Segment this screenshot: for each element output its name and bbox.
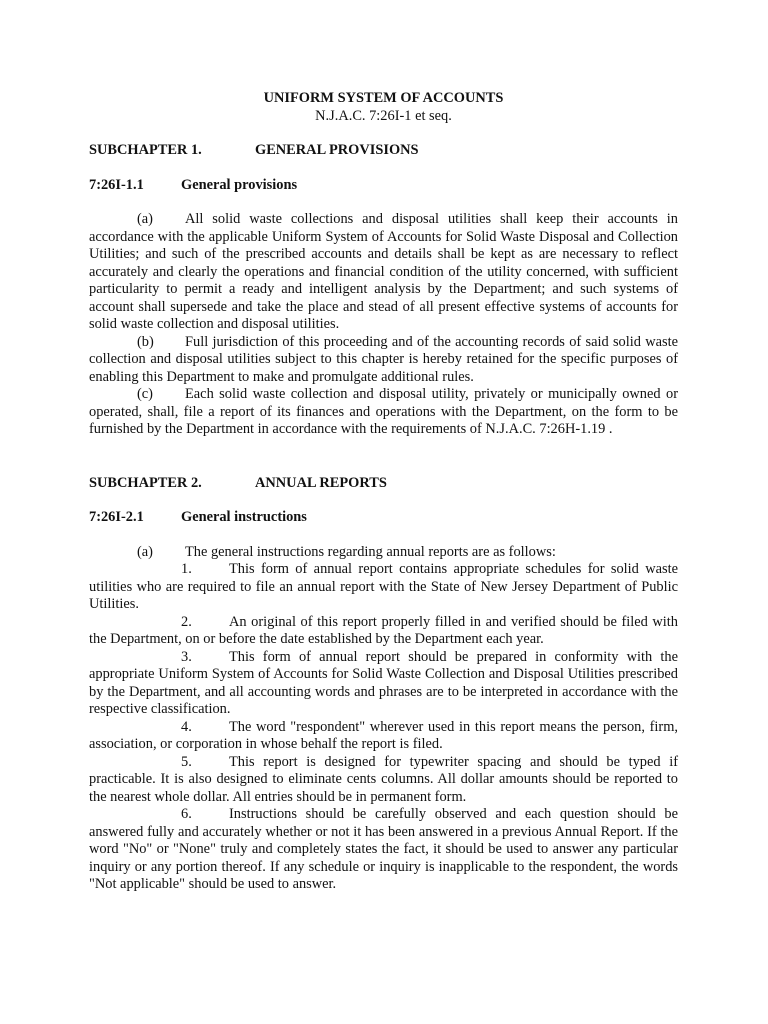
subchapter-1-heading — [89, 142, 678, 160]
section-2-1-heading — [89, 509, 678, 527]
instruction-item — [89, 561, 678, 614]
paragraph-1b-label: (b) — [137, 333, 154, 350]
section-1-1-name: General provisions — [181, 176, 298, 193]
instruction-item-number: 6. — [181, 806, 192, 822]
instruction-item-number: 5. — [181, 753, 192, 770]
instruction-item — [89, 614, 678, 649]
instruction-item-text: Instructions should be carefully observed and each question should be answered fully and accurately whether or not it has been answered in a previous Annual Report. If the word "No" or "None" truly and completely states the fact, it should be used to answer any particular inquiry or any portion thereof. If any schedule or inquiry is inapplicable to the respondent, the words "Not applicable" should be used to answer. — [89, 806, 678, 892]
section-2-1-name: General instructions — [181, 509, 307, 525]
subchapter-2-name: ANNUAL REPORTS — [255, 474, 387, 491]
paragraph-1a-text: All solid waste collections and disposal utilities shall keep their accounts in accordance with the applicable Uniform System of Accounts for Solid Waste Disposal and Collection Utilities; and such of the prescribed accounts and details shall be kept as are necessary to reflect accurately and clearly the operations and financial condition of the utility concerned, with sufficient particularity to permit a ready and intelligent analysis by the Department; and such systems of account shall supersede and take the place and stead of all present effective systems of accounts for solid waste collection and disposal utilities. — [89, 211, 678, 332]
subchapter-1-name: GENERAL PROVISIONS — [255, 142, 419, 158]
document-citation: N.J.A.C. 7:26I-1 et seq. — [315, 107, 452, 124]
instruction-item-number: 1. — [181, 561, 192, 577]
paragraph-1c-text: Each solid waste collection and disposal utility, privately or municipally owned or operated, shall, file a report of its finances and operations with the Department, on the form to be furnished by the Department in accordance with the requirements of N.J.A.C. 7:26H-1.19 . — [89, 386, 678, 437]
instruction-item-text: This report is designed for typewriter spacing and should be typed if practicable. It is also designed to eliminate cents columns. All dollar amounts should be reported to the nearest whole dollar. All entries should be in permanent form. — [89, 753, 678, 805]
paragraph-1a-label: (a) — [137, 211, 153, 227]
section-1-1-heading — [89, 177, 678, 195]
instruction-item — [89, 719, 678, 754]
instruction-item-text: The word "respondent" wherever used in this report means the person, firm, association, or corporation in whose behalf the report is filed. — [89, 718, 678, 752]
document-content — [89, 90, 678, 894]
paragraph-1a — [89, 211, 678, 334]
instruction-item-text: An original of this report properly filled in and verified should be filed with the Department, on or before the date established by the Department each year. — [89, 613, 678, 647]
paragraph-1c-label: (c) — [137, 386, 153, 402]
instruction-item-number: 3. — [181, 648, 192, 665]
document-title: UNIFORM SYSTEM OF ACCOUNTS — [263, 90, 504, 106]
instruction-item-number: 2. — [181, 613, 192, 630]
instruction-item — [89, 754, 678, 807]
instruction-item-text: This form of annual report should be prepared in conformity with the appropriate Uniform System of Accounts for Solid Waste Collection and Disposal Utilities prescribed by the Department, and all accounting words and phrases are to be interpreted in accordance with the respective classification. — [89, 648, 678, 717]
section-1-1-number: 7:26I-1.1 — [89, 176, 144, 193]
instruction-item — [89, 649, 678, 719]
paragraph-2a-label: (a) — [137, 543, 153, 560]
paragraph-2a-text: The general instructions regarding annual reports are as follows: — [185, 543, 556, 560]
subchapter-1-number: SUBCHAPTER 1. — [89, 142, 202, 158]
instruction-item-text: This form of annual report contains appropriate schedules for solid waste utilities who are required to file an annual report with the State of New Jersey Department of Public Utilities. — [89, 561, 678, 612]
paragraph-1b-text: Full jurisdiction of this proceeding and of the accounting records of said solid waste collection and disposal utilities subject to this chapter is hereby retained for the specific purposes of enabling this Department to make and promulgate additional rules. — [89, 333, 678, 385]
instruction-item-number: 4. — [181, 718, 192, 735]
subchapter-2-heading — [89, 475, 678, 493]
section-2-1-number: 7:26I-2.1 — [89, 509, 144, 525]
paragraph-2a — [89, 544, 678, 562]
paragraph-1c — [89, 386, 678, 439]
instruction-item — [89, 806, 678, 894]
subchapter-2-number: SUBCHAPTER 2. — [89, 474, 202, 491]
paragraph-1b — [89, 334, 678, 387]
